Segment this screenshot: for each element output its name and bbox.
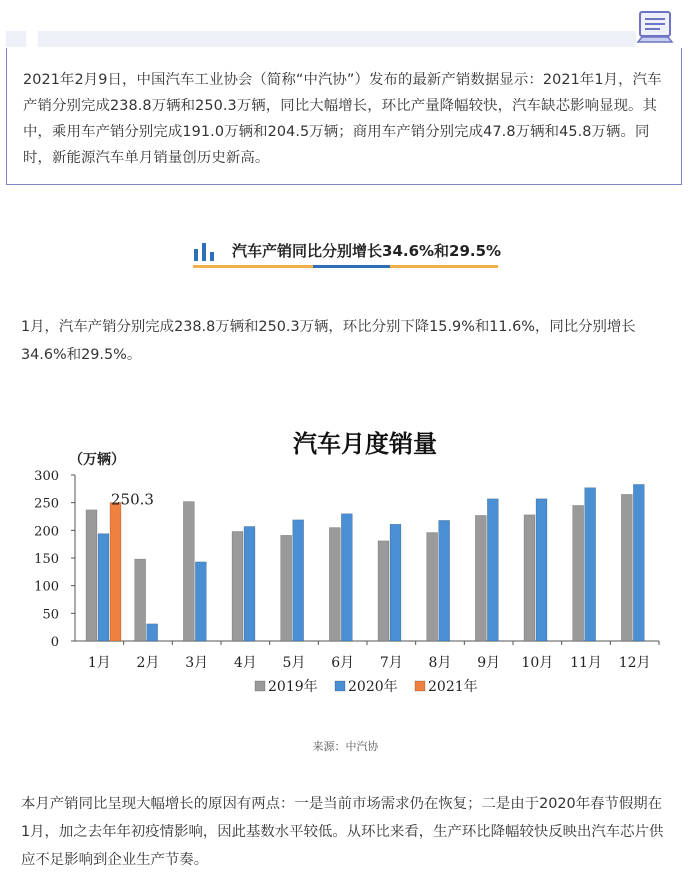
bar-2019年	[183, 502, 194, 641]
bar-2020年	[147, 624, 158, 641]
source-caption: 来源：中汽协	[312, 740, 379, 753]
y-tick-label: 200	[34, 524, 59, 540]
bar-2020年	[244, 526, 255, 641]
bar-2019年	[427, 533, 438, 641]
bar-2019年	[86, 510, 97, 641]
bar-2019年	[232, 531, 243, 641]
bar-2021年	[110, 503, 121, 641]
data-label: 250.3	[111, 490, 154, 509]
y-tick-label: 0	[50, 635, 59, 650]
section-title: 汽车产销同比分别增长34.6%和29.5%	[232, 242, 502, 260]
legend-label: 2020年	[348, 679, 398, 695]
x-tick-label: 6月	[331, 655, 355, 671]
title-underline	[313, 265, 390, 268]
intro-text: 2021年2月9日，中国汽车工业协会（简称“中汽协”）发布的最新产销数据显示：2021年1月，汽车产销分别完成238.8万辆和250.3万辆，同比大幅增长，环比产量降幅较快，汽车缺芯影响显现。其中，乘用车产销分别完成191.0万辆和204.5万辆；商用车产销分别完成47.8万辆和45.8万辆。同时，新能源汽车单月销量创历史新高。	[23, 72, 662, 166]
legend-swatch	[255, 681, 265, 691]
legend-swatch	[335, 681, 345, 691]
y-tick-label: 100	[34, 579, 59, 595]
bar-2019年	[135, 559, 146, 641]
paragraph: 1月，汽车产销分别完成238.8万辆和250.3万辆，环比分别下降15.9%和11.6%，同比分别增长34.6%和29.5%。	[21, 319, 636, 363]
y-tick-label: 150	[34, 552, 59, 567]
header-bar-segment	[38, 31, 636, 47]
x-tick-label: 12月	[618, 655, 651, 671]
bar-2019年	[621, 494, 632, 641]
bar-2020年	[439, 520, 450, 641]
bar-2019年	[281, 535, 292, 641]
x-tick-label: 10月	[521, 655, 554, 671]
header-decoration-bar	[6, 31, 682, 47]
monthly-sales-chart	[34, 410, 670, 710]
bar-2020年	[536, 499, 547, 641]
title-underline	[390, 265, 498, 268]
x-tick-label: 3月	[185, 655, 209, 671]
x-tick-label: 2月	[136, 655, 160, 671]
legend-swatch	[415, 681, 425, 691]
bar-chart-icon	[193, 241, 217, 261]
y-tick-label: 300	[34, 469, 59, 484]
header-bar-segment	[6, 31, 26, 47]
bar-2019年	[378, 541, 389, 641]
legend-label: 2021年	[428, 679, 478, 695]
section-heading	[193, 237, 502, 273]
y-tick-label: 250	[34, 496, 59, 512]
bar-2020年	[390, 524, 401, 641]
intro-box	[6, 48, 682, 185]
bar-2020年	[487, 499, 498, 641]
x-tick-label: 9月	[477, 655, 501, 671]
legend-label: 2019年	[268, 679, 318, 695]
x-tick-label: 1月	[87, 655, 111, 671]
title-underline	[193, 265, 313, 268]
bar-2020年	[341, 514, 352, 641]
x-tick-label: 7月	[379, 655, 403, 671]
x-tick-label: 11月	[570, 655, 602, 671]
bar-2020年	[98, 534, 109, 641]
bar-2020年	[195, 562, 206, 641]
x-tick-label: 5月	[282, 655, 306, 671]
bar-2020年	[585, 488, 596, 641]
chart-title: 汽车月度销量	[293, 430, 437, 458]
y-tick-label: 50	[42, 607, 59, 623]
bar-2019年	[475, 515, 486, 641]
bar-2019年	[329, 528, 340, 641]
bar-2020年	[633, 484, 644, 641]
paragraph: 本月产销同比呈现大幅增长的原因有两点：一是当前市场需求仍在恢复；二是由于2020年春节假期在1月，加之去年年初疫情影响，因此基数水平较低。从环比来看，生产环比降幅较快反映出汽车芯片供应不足影响到企业生产节奏。	[21, 796, 664, 868]
x-tick-label: 8月	[428, 655, 452, 671]
x-tick-label: 4月	[233, 655, 257, 671]
y-axis-label: （万辆）	[69, 452, 125, 468]
document-icon	[634, 6, 676, 46]
bar-2019年	[524, 515, 535, 641]
bar-2019年	[573, 505, 584, 641]
bar-2020年	[293, 520, 304, 641]
